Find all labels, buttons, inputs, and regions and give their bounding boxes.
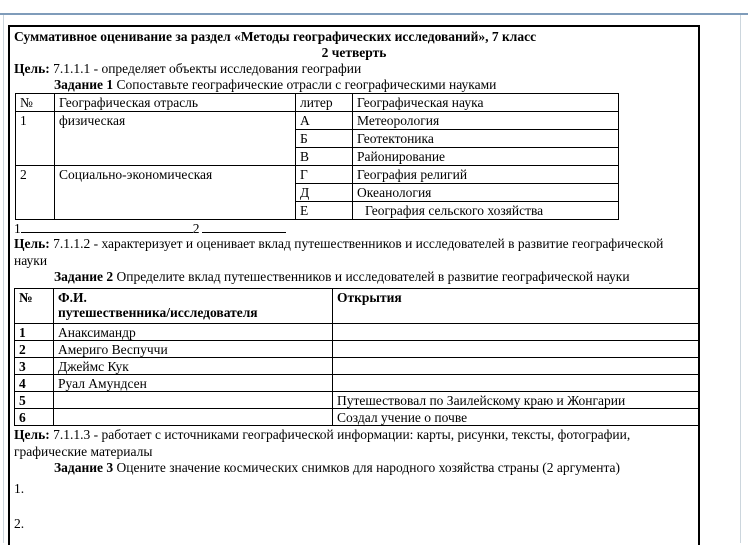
letter-cell: Г <box>296 166 353 184</box>
discovery-blank-cell[interactable] <box>333 341 701 358</box>
goal-3-line <box>14 426 694 460</box>
letter-cell: Д <box>296 184 353 202</box>
group-1-branch: физическая <box>55 112 296 166</box>
header-cell-letter: литер <box>296 94 353 112</box>
row-num: 1 <box>15 324 54 341</box>
goal-1-label: Цель: <box>14 61 50 76</box>
argument-1-line[interactable]: 1. <box>14 481 25 496</box>
science-cell: Геотектоника <box>353 130 619 148</box>
page-left-edge <box>3 15 4 543</box>
row-num: 6 <box>15 409 54 426</box>
task-2-text: Определите вклад путешественников и исследователей в развитие географической науки <box>116 269 630 284</box>
table-row <box>15 358 701 375</box>
science-cell: География сельского хозяйства <box>353 202 619 220</box>
row-num: 3 <box>15 358 54 375</box>
science-cell: Океанология <box>353 184 619 202</box>
row-num: 5 <box>15 392 54 409</box>
letter-cell: В <box>296 148 353 166</box>
answer-blank-1[interactable] <box>21 221 193 233</box>
argument-2-line[interactable]: 2. <box>14 516 25 531</box>
explorer-name-cell: Руал Амундсен <box>54 375 333 392</box>
goal-3-label: Цель: <box>14 427 50 442</box>
header-explorer-line1: Ф.И. <box>58 290 87 305</box>
task-1-label: Задание 1 <box>54 77 114 92</box>
science-cell: Метеорология <box>353 112 619 130</box>
science-cell: Районирование <box>353 148 619 166</box>
table-row <box>15 375 701 392</box>
task-2-line <box>14 269 694 285</box>
table-header-row <box>15 289 701 324</box>
explorer-name-cell: Джеймс Кук <box>54 358 333 375</box>
header-cell-num: № <box>15 289 54 324</box>
answer-blank-2[interactable] <box>202 221 286 233</box>
goal-1-line <box>14 61 694 77</box>
table-row <box>16 112 619 130</box>
letter-cell: Е <box>296 202 353 220</box>
science-cell: География религий <box>353 166 619 184</box>
table-row <box>15 324 701 341</box>
goal-1-text: 7.1.1.1 - определяет объекты исследования географии <box>53 61 362 76</box>
goal-2-label: Цель: <box>14 236 50 251</box>
header-explorer-line2: путешественника/исследователя <box>58 305 258 320</box>
discovery-blank-cell[interactable] <box>333 375 701 392</box>
table-row <box>15 409 701 426</box>
goal-3-text: 7.1.1.3 - работает с источниками географической информации: карты, рисунки, тексты, фотографии, графические материалы <box>14 427 631 459</box>
letter-cell: А <box>296 112 353 130</box>
page-title: Суммативное оценивание за раздел «Методы географических исследований», 7 класс <box>14 29 537 44</box>
table-row <box>15 392 701 409</box>
group-1-num: 1 <box>16 112 55 166</box>
table-header-row <box>16 94 619 112</box>
page-divider-line <box>0 13 748 15</box>
discovery-cell: Путешествовал по Заилейскому краю и Жонгарии <box>333 392 701 409</box>
task-2-label: Задание 2 <box>54 269 114 284</box>
group-2-branch: Социально-экономическая <box>55 166 296 220</box>
answer-line <box>14 220 694 235</box>
quarter-subtitle: 2 четверть <box>321 45 387 60</box>
discovery-cell: Создал учение о почве <box>333 409 701 426</box>
page-right-edge <box>740 15 741 543</box>
table-row <box>16 166 619 184</box>
row-num: 2 <box>15 341 54 358</box>
explorer-name-blank-cell[interactable] <box>54 392 333 409</box>
discovery-blank-cell[interactable] <box>333 324 701 341</box>
answer-2-label: 2 <box>192 221 200 236</box>
explorer-name-cell: Анаксимандр <box>54 324 333 341</box>
discovery-blank-cell[interactable] <box>333 358 701 375</box>
task-3-line <box>14 460 694 476</box>
header-cell-num: № <box>16 94 55 112</box>
row-num: 4 <box>15 375 54 392</box>
explorers-table <box>14 288 700 426</box>
task-3-label: Задание 3 <box>54 460 114 475</box>
document-page <box>8 25 700 545</box>
explorer-name-cell: Америго Веспуччи <box>54 341 333 358</box>
table-row <box>15 341 701 358</box>
answer-1-label: 1 <box>14 221 21 236</box>
task-1-line <box>14 77 694 93</box>
goal-2-line <box>14 235 694 269</box>
header-cell-branch: Географическая отрасль <box>55 94 296 112</box>
explorer-name-blank-cell[interactable] <box>54 409 333 426</box>
task-1-text: Сопоставьте географические отрасли с географическими науками <box>116 77 497 92</box>
matching-table <box>15 93 619 220</box>
header-cell-discovery: Открытия <box>333 289 701 324</box>
header-cell-explorer <box>54 289 333 324</box>
group-2-num: 2 <box>16 166 55 220</box>
header-cell-science: Географическая наука <box>353 94 619 112</box>
task-3-text: Оцените значение космических снимков для народного хозяйства страны (2 аргумента) <box>116 460 621 475</box>
letter-cell: Б <box>296 130 353 148</box>
goal-2-text: 7.1.1.2 - характеризует и оценивает вклад путешественников и исследователей в развитие географической науки <box>14 236 664 268</box>
